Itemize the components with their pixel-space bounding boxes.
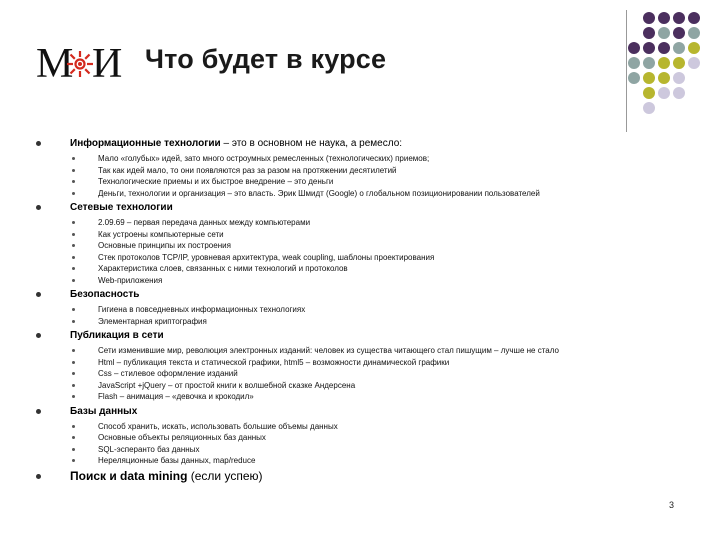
sub-bullet-icon xyxy=(72,308,75,311)
decor-dot xyxy=(658,12,670,24)
section-heading xyxy=(36,288,696,301)
decor-dot xyxy=(643,42,655,54)
section-heading xyxy=(36,329,696,342)
section-heading xyxy=(36,201,696,214)
decor-dot xyxy=(643,27,655,39)
decor-dot xyxy=(658,72,670,84)
sub-bullet-icon xyxy=(72,221,75,224)
decor-divider-line xyxy=(626,10,627,132)
sub-bullet-icon xyxy=(72,425,75,428)
sub-bullet-icon xyxy=(72,192,75,195)
sub-bullet-icon xyxy=(72,233,75,236)
decor-dot xyxy=(643,12,655,24)
sub-bullet-icon xyxy=(72,436,75,439)
decor-dot xyxy=(688,57,700,69)
sub-bullet-icon xyxy=(72,256,75,259)
list-item: Нереляционные базы данных, map/reduce xyxy=(36,455,696,467)
decor-dot xyxy=(673,27,685,39)
logo-letter-i: И xyxy=(92,41,123,87)
bullet-icon xyxy=(36,205,41,210)
section-search xyxy=(36,469,696,484)
list-item: Так как идей мало, то они появляются раз за разом на протяжении десятилетий xyxy=(36,165,696,177)
list-item: Мало «голубых» идей, зато много остроумных ремесленных (технологических) приемов; xyxy=(36,153,696,165)
list-item: Характеристика слоев, связанных с ними технологий и протоколов xyxy=(36,263,696,275)
decor-dot xyxy=(658,42,670,54)
list-item: Способ хранить, искать, использовать большие объемы данных xyxy=(36,421,696,433)
bullet-icon xyxy=(36,409,41,414)
section-heading xyxy=(36,137,696,150)
section-it xyxy=(36,137,696,199)
bullet-icon xyxy=(36,292,41,297)
section-heading xyxy=(36,469,696,484)
meI-logo xyxy=(36,41,123,87)
decor-dot xyxy=(628,57,640,69)
decor-dot xyxy=(643,102,655,114)
section-publishing xyxy=(36,329,696,403)
section-databases xyxy=(36,405,696,467)
section-networks xyxy=(36,201,696,286)
list-item: Web-приложения xyxy=(36,275,696,287)
decor-dot xyxy=(673,12,685,24)
decor-dot xyxy=(688,42,700,54)
decor-dot xyxy=(673,72,685,84)
decor-dot xyxy=(628,42,640,54)
section-security xyxy=(36,288,696,327)
bullet-icon xyxy=(36,474,41,479)
sub-bullet-icon xyxy=(72,361,75,364)
bullet-icon xyxy=(36,141,41,146)
decor-dot-grid xyxy=(628,12,718,117)
decor-dot xyxy=(688,27,700,39)
slide-title: Что будет в курсе xyxy=(145,44,387,74)
page-number: 3 xyxy=(669,500,675,510)
list-item: Css – стилевое оформление изданий xyxy=(36,368,696,380)
list-item: Стек протоколов TCP/IP, уровневая архитектура, weak coupling, шаблоны проектирования xyxy=(36,252,696,264)
section-heading xyxy=(36,405,696,418)
sub-bullet-icon xyxy=(72,244,75,247)
list-item: Сети изменившие мир, революция электронных изданий: человек из существа читающего стал пишущим – лучше не стало xyxy=(36,345,696,357)
list-item: Технологические приемы и их быстрое внедрение – это деньги xyxy=(36,176,696,188)
sub-bullet-icon xyxy=(72,384,75,387)
decor-dot xyxy=(688,12,700,24)
decor-dot xyxy=(673,87,685,99)
section-heading-bold: Базы данных xyxy=(70,405,138,417)
section-heading-rest: – это в основном не наука, а ремесло: xyxy=(220,138,403,149)
sub-bullet-icon xyxy=(72,157,75,160)
decor-dot xyxy=(658,87,670,99)
section-heading-bold: Безопасность xyxy=(70,289,140,300)
list-item: Flash – анимация – «девочка и крокодил» xyxy=(36,391,696,403)
decor-dot xyxy=(643,87,655,99)
list-item: Основные принципы их построения xyxy=(36,240,696,252)
course-outline xyxy=(36,137,696,484)
section-heading-bold: Публикация в сети xyxy=(70,330,164,341)
bullet-icon xyxy=(36,333,41,338)
decor-dot xyxy=(643,72,655,84)
section-heading-rest: (если успею) xyxy=(187,468,263,483)
sub-bullet-icon xyxy=(72,395,75,398)
section-heading-bold: Сетевые технологии xyxy=(70,202,173,213)
list-item: Элементарная криптография xyxy=(36,316,696,328)
sub-bullet-icon xyxy=(72,320,75,323)
list-item: Html – публикация текста и статической графики, html5 – возможности динамической графики xyxy=(36,357,696,369)
sub-bullet-icon xyxy=(72,349,75,352)
section-heading-bold: Поиск и data mining xyxy=(70,468,188,483)
list-item: 2.09.69 – первая передача данных между компьютерами xyxy=(36,217,696,229)
decor-dot xyxy=(673,42,685,54)
list-item: Как устроены компьютерные сети xyxy=(36,229,696,241)
decor-dot xyxy=(673,57,685,69)
section-heading-bold: Информационные технологии xyxy=(70,138,221,149)
sub-bullet-icon xyxy=(72,279,75,282)
list-item: JavaScript +jQuery – от простой книги к волшебной сказке Андерсена xyxy=(36,380,696,392)
decor-dot xyxy=(658,27,670,39)
decor-dot xyxy=(658,57,670,69)
logo-letter-m: М xyxy=(36,41,74,87)
list-item: Основные объекты реляционных баз данных xyxy=(36,432,696,444)
decor-dot xyxy=(643,57,655,69)
list-item: Гигиена в повседневных информационных технологиях xyxy=(36,304,696,316)
logo-sun-icon xyxy=(66,50,94,78)
sub-bullet-icon xyxy=(72,448,75,451)
decor-dot xyxy=(628,72,640,84)
sub-bullet-icon xyxy=(72,169,75,172)
sub-bullet-icon xyxy=(72,267,75,270)
sub-bullet-icon xyxy=(72,459,75,462)
sub-bullet-icon xyxy=(72,180,75,183)
list-item: Деньги, технологии и организация – это власть. Эрик Шмидт (Google) о глобальном позиционировании пользователей xyxy=(36,188,696,200)
sub-bullet-icon xyxy=(72,372,75,375)
list-item: SQL-эсперанто баз данных xyxy=(36,444,696,456)
